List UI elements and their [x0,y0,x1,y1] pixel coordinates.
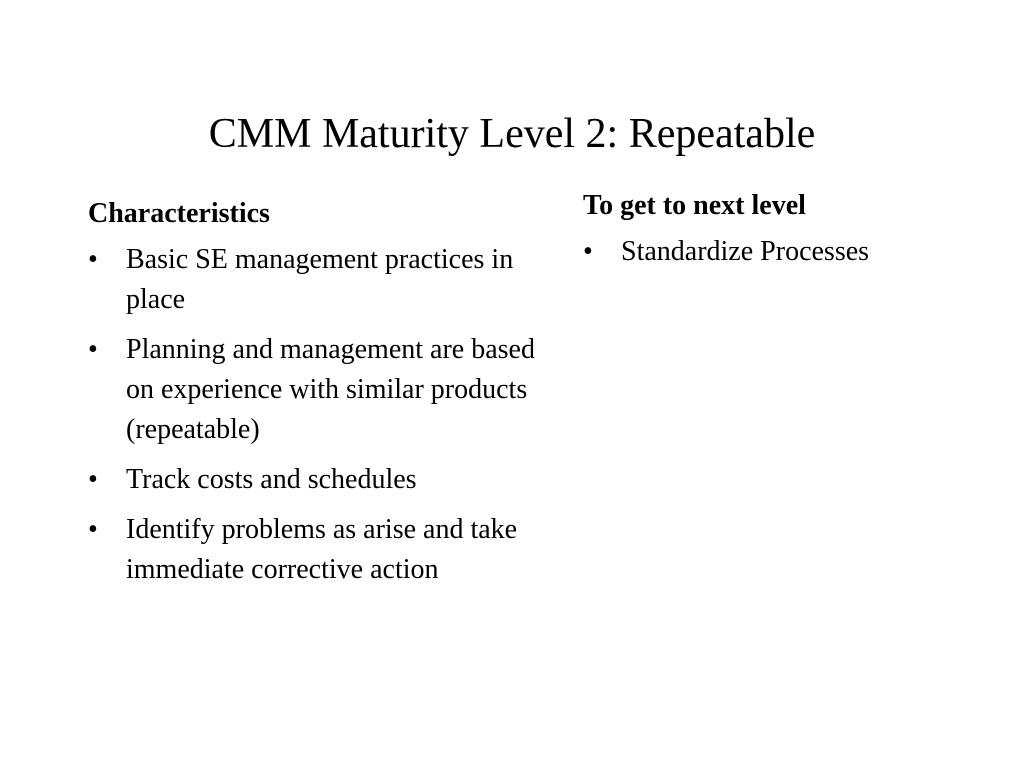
list-item-text: Planning and management are based on experience with similar products (repeatable) [126,334,535,445]
next-level-heading: To get to next level [583,190,806,221]
next-level-column [583,188,1003,282]
list-item-text: Identify problems as arise and take immediate corrective action [126,514,518,585]
list-item-text: Track costs and schedules [126,464,417,495]
bullet-icon: • [583,236,593,267]
list-item [583,232,1003,272]
list-item [88,460,558,500]
bullet-icon: • [88,514,98,545]
list-item-text: Basic SE management practices in place [126,244,514,315]
list-item [88,510,558,590]
list-item-text: Standardize Processes [621,236,870,267]
characteristics-heading: Characteristics [88,198,270,229]
next-level-list [583,232,1003,272]
characteristics-column [88,196,558,600]
bullet-icon: • [88,244,98,275]
bullet-icon: • [88,334,98,365]
list-item [88,240,558,320]
slide-title: CMM Maturity Level 2: Repeatable [208,111,816,157]
bullet-icon: • [88,464,98,495]
list-item [88,330,558,450]
characteristics-list [88,240,558,590]
